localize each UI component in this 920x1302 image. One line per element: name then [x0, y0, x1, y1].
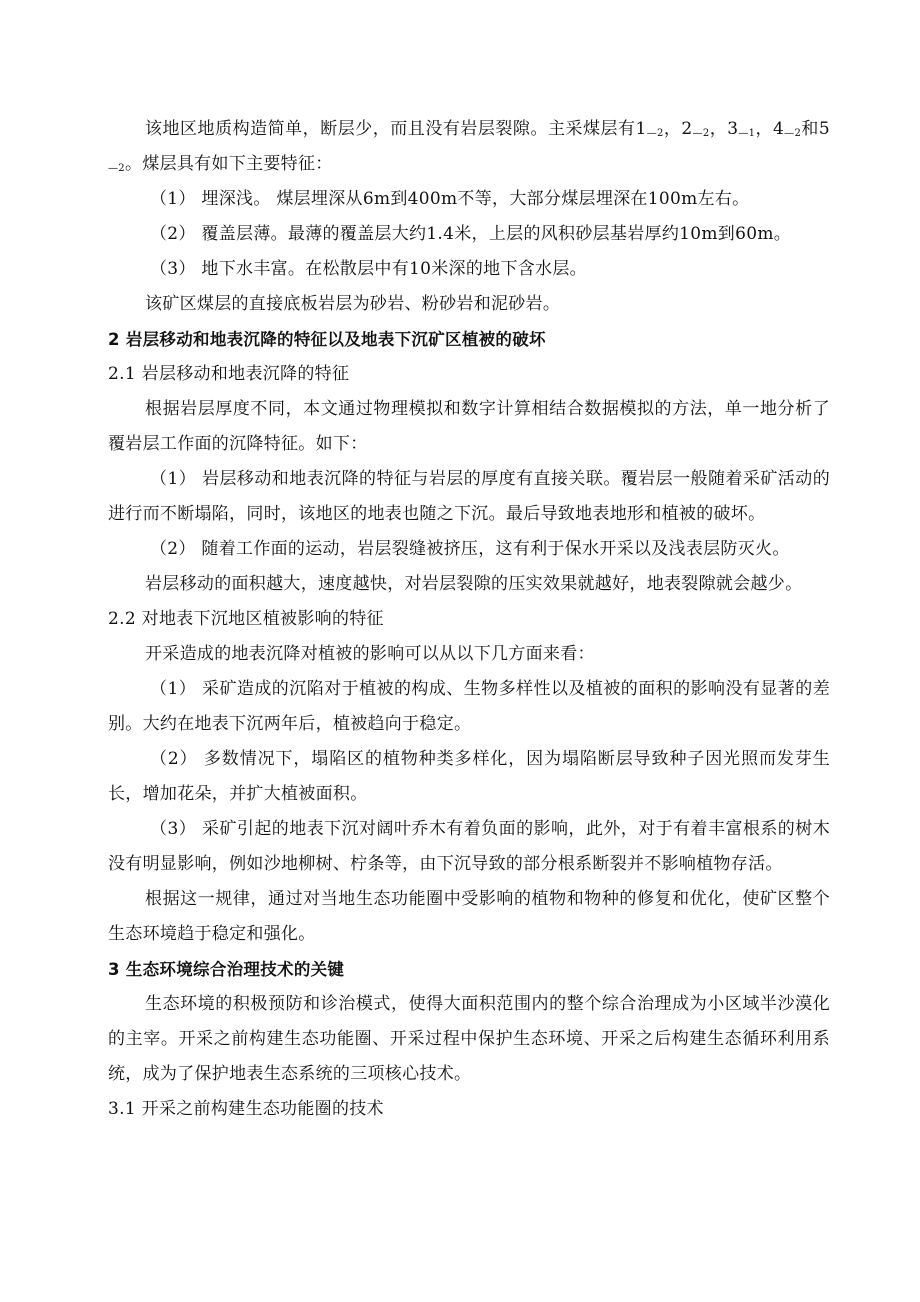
intro-text: ，2	[663, 119, 693, 139]
floor-rock-paragraph: 该矿区煤层的直接底板岩层为砂岩、粉砂岩和泥砂岩。	[145, 294, 561, 314]
intro-text: ，3	[709, 119, 739, 139]
list-item: （1） 采矿造成的沉陷对于植被的构成、生物多样性以及植被的面积的影响没有显著的差别。大约在地表下沉两年后，植被趋向于稳定。	[108, 679, 830, 734]
list-item: （2） 多数情况下，塌陷区的植物种类多样化，因为塌陷断层导致种子因光照而发芽生长，增加花朵，并扩大植被面积。	[108, 749, 830, 804]
section-3-intro: 生态环境的积极预防和诊治模式，使得大面积范围内的整个综合治理成为小区域半沙漠化的主宰。开采之前构建生态功能圈、开采过程中保护生态环境、开采之后构建生态循环利用系统，成为了保护地表生态系统的三项核心技术。	[108, 994, 830, 1084]
seam-subscript: —2	[784, 128, 802, 139]
section-2-heading: 2 岩层移动和地表沉降的特征以及地表下沉矿区植被的破坏	[108, 330, 546, 349]
feature-item: （3） 地下水丰富。在松散层中有10米深的地下含水层。	[150, 259, 587, 279]
seam-subscript: —2	[646, 128, 664, 139]
section-3-1-heading: 3.1 开采之前构建生态功能圈的技术	[108, 1099, 384, 1119]
intro-text: 该地区地质构造简单，断层少，而且没有岩层裂隙。主采煤层有1	[145, 119, 647, 139]
section-3-heading: 3 生态环境综合治理技术的关键	[108, 960, 345, 979]
feature-item: （1） 埋深浅。 煤层埋深从6m到400m不等，大部分煤层埋深在100m左右。	[150, 189, 750, 209]
section-2-1-closing: 岩层移动的面积越大，速度越快，对岩层裂隙的压实效果就越好，地表裂隙就会越少。	[145, 574, 803, 594]
section-2-2-heading: 2.2 对地表下沉地区植被影响的特征	[108, 609, 384, 629]
seam-subscript: —1	[738, 128, 756, 139]
list-item: （3） 采矿引起的地表下沉对阔叶乔木有着负面的影响，此外，对于有着丰富根系的树木没有明显影响，例如沙地柳树、柠条等，由下沉导致的部分根系断裂并不影响植物存活。	[108, 819, 830, 874]
intro-text: 和5	[801, 119, 830, 139]
list-item: （1） 岩层移动和地表沉降的特征与岩层的厚度有直接关联。覆岩层一般随着采矿活动的进行而不断塌陷，同时，该地区的地表也随之下沉。最后导致地表地形和植被的破坏。	[108, 469, 830, 524]
intro-text: 。煤层具有如下主要特征：	[124, 154, 333, 174]
section-2-2-intro: 开采造成的地表沉降对植被的影响可以从以下几方面来看：	[145, 644, 595, 664]
list-item: （2） 随着工作面的运动，岩层裂缝被挤压，这有利于保水开采以及浅表层防灭火。	[150, 539, 790, 559]
intro-text: ，4	[755, 119, 785, 139]
seam-subscript: —2	[108, 163, 125, 174]
section-2-1-heading: 2.1 岩层移动和地表沉降的特征	[108, 364, 350, 384]
section-2-1-intro: 根据岩层厚度不同，本文通过物理模拟和数字计算相结合数据模拟的方法，单一地分析了覆岩层工作面的沉降特征。如下：	[108, 399, 830, 454]
feature-item: （2） 覆盖层薄。最薄的覆盖层大约1.4米，上层的风积砂层基岩厚约10m到60m。	[150, 224, 792, 244]
section-2-2-closing: 根据这一规律，通过对当地生态功能圈中受影响的植物和物种的修复和优化，使矿区整个生态环境趋于稳定和强化。	[108, 889, 830, 944]
seam-subscript: —2	[692, 128, 710, 139]
document-page	[108, 112, 830, 1127]
intro-paragraph	[108, 112, 830, 182]
